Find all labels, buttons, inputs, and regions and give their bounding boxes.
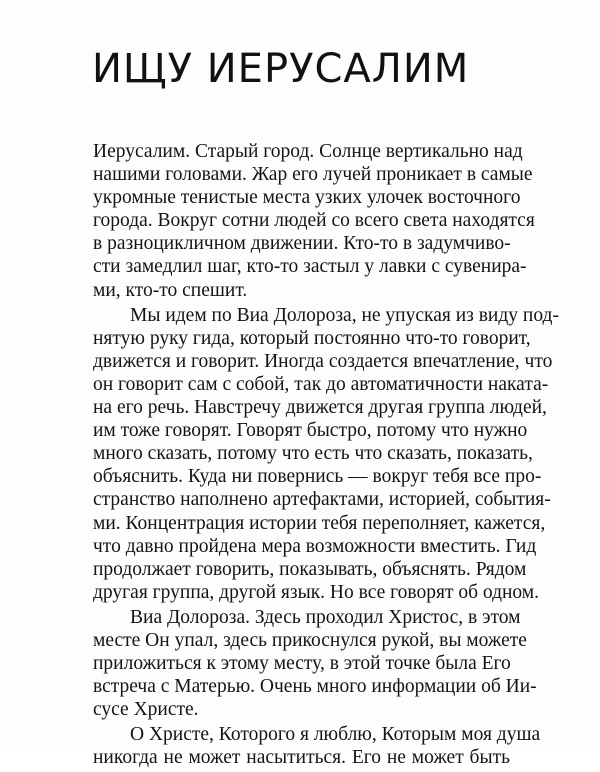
text-line: нашими головами. Жар его лучей проникает в самые [93,164,533,186]
text-line: он говорит сам с собой, так до автоматичности наката- [93,373,549,395]
text-line: ми, кто-то спешит. [93,279,248,301]
text-line: на его речь. Навстречу движется другая группа людей, [93,397,547,419]
text-line: О Христе, Которого я люблю, Которым моя душа [130,724,541,746]
text-line: много сказать, потому что есть что сказать, показать, [93,443,533,465]
text-line: другая группа, другой язык. Но все говорят об одном. [93,581,540,603]
text-line: движется и говорит. Иногда создается впечатление, что [93,350,553,372]
text-line: что давно пройдена мера возможности вместить. Гид [93,535,537,557]
text-line: никогда не может насытиться. Его не может быть [93,747,510,769]
text-line: нятую руку гида, который постоянно что-то говорит, [93,327,531,349]
text-line: в разноцикличном движении. Кто-то в задумчиво- [93,233,511,255]
text-line: приложиться к этому месту, в этой точке была Его [93,653,511,675]
text-line: Иерусалим. Старый город. Солнце вертикально над [93,141,523,162]
text-line: им тоже говорят. Говорят быстро, потому что нужно [93,420,528,442]
text-line: укромные тенистые места узких улочек восточного [93,187,521,209]
text-line: встреча с Матерью. Очень много информации об Ии- [93,676,537,698]
text-line: ми. Концентрация истории тебя переполняет, кажется, [93,512,546,534]
chapter-title: ИЩУ ИЕРУСАЛИМ [92,46,470,92]
text-line: Мы идем по Виа Долороза, не упуская из виду под- [130,304,559,326]
paragraph-3 [93,606,537,721]
text-line: странство наполнено артефактами, историей, события- [93,489,551,511]
paragraph-4 [93,723,541,769]
paragraph-1 [93,140,535,302]
text-line: объяснить. Куда ни повернись — вокруг тебя все про- [93,466,542,488]
text-line: сусе Христе. [93,699,199,721]
text-line: сти замедлил шаг, кто-то застыл у лавки с сувенира- [93,256,527,278]
paragraph-2 [93,304,559,604]
body-text [93,140,559,772]
text-line: продолжает говорить, показывать, объяснять. Рядом [93,558,527,580]
text-line: города. Вокруг сотни людей со всего света находятся [93,210,535,232]
text-line: Виа Долороза. Здесь проходил Христос, в этом [130,606,521,628]
text-line: месте Он упал, здесь прикоснулся рукой, вы можете [93,629,527,651]
